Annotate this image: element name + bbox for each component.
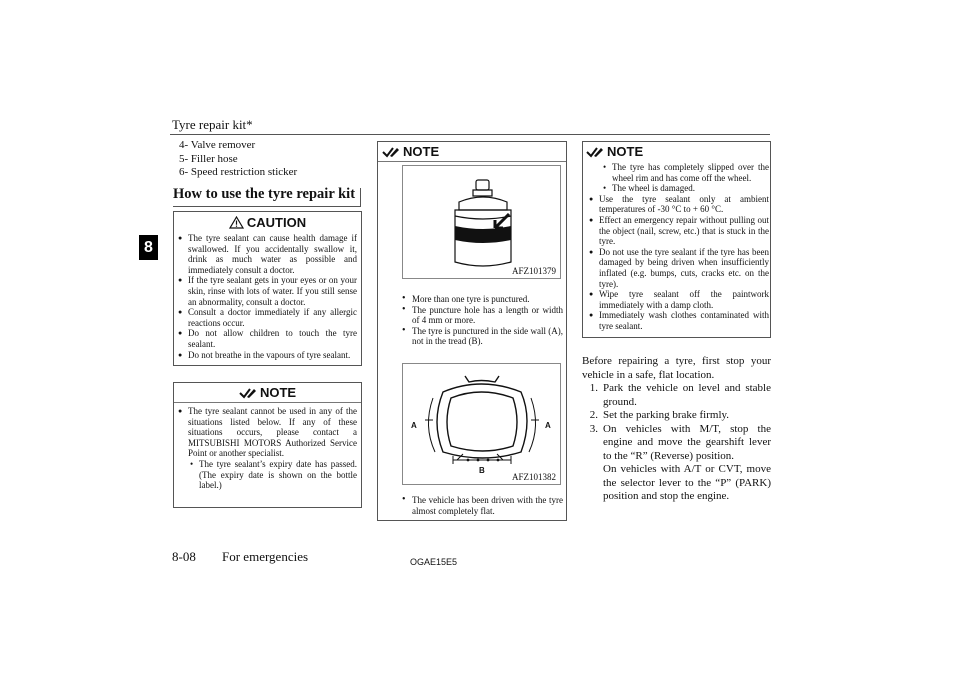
warning-triangle-icon — [229, 216, 244, 229]
procedure — [582, 355, 771, 504]
header-rule — [170, 134, 770, 135]
note-box-1 — [173, 382, 362, 508]
chapter-tab: 8 — [139, 235, 158, 260]
list-item: ● Wipe tyre sealant off the paintwork immediately with a damp cloth. — [589, 289, 769, 310]
list-item: • The tyre sealant’s expiry date has passed. (The expiry date is shown on the bottle label.) — [190, 458, 357, 491]
note-title: NOTE — [259, 385, 297, 400]
list-item: • The tyre has completely slipped over the wheel rim and has come off the wheel. — [603, 162, 769, 183]
note-icon — [239, 387, 257, 399]
list-item: ● Do not use the tyre sealant if the tyre has been damaged by being driven when insufficiently inflated (e.g. bumps, cuts, cracks etc. on the tyre). — [589, 246, 769, 289]
list-item: ● Consult a doctor immediately if any allergic reactions occur. — [178, 307, 357, 328]
list-item: ● The tyre sealant can cause health damage if swallowed. If you accidentally swallow it, drink as much water as possible and immediately consult a doctor. — [178, 233, 357, 275]
list-item: ● Effect an emergency repair without pulling out the object (nail, screw, etc.) that is stuck in the tyre. — [589, 214, 769, 247]
note-1-content — [174, 403, 361, 494]
list-item: • More than one tyre is punctured. — [402, 293, 530, 304]
note-2-bullets-a — [402, 294, 563, 347]
procedure-intro: Before repairing a tyre, first stop your vehicle in a safe, flat location. — [582, 355, 771, 381]
list-item: ● Do not breathe in the vapours of tyre sealant. — [178, 349, 351, 360]
figure-code: AFZ101379 — [511, 266, 556, 276]
list-item: 6- Speed restriction sticker — [179, 166, 298, 178]
caution-title-row — [178, 215, 357, 230]
figure-label-b: B — [479, 466, 485, 475]
list-item: • The puncture hole has a length or width of 4 mm or more. — [402, 303, 563, 326]
list-item: • The vehicle has been driven with the tyre almost completely flat. — [402, 494, 563, 516]
figure-label-a: A — [411, 421, 417, 430]
list-item: ● The tyre sealant cannot be used in any of the situations listed below. If any of these situations occurs, please contact a MITSUBISHI MOTORS Authorized Service Point or another specialist. — [178, 406, 357, 459]
note-title-row — [378, 142, 566, 162]
note-box-3 — [582, 141, 771, 338]
parts-list — [179, 139, 297, 180]
page-number: 8-08 — [172, 549, 196, 564]
document-code: OGAE15E5 — [410, 557, 458, 567]
list-item: ● If the tyre sealant gets in your eyes or on your skin, rinse with lots of water. If you still sense an abnormality, consult a doctor. — [178, 275, 357, 307]
list-item: ● Use the tyre sealant only at ambient temperatures of -30 °C to + 60 °C. — [589, 193, 769, 215]
note-title: NOTE — [403, 144, 440, 159]
procedure-step: 3. On vehicles with M/T, stop the engine and move the gearshift lever to the “R” (Reverse) position. On vehicles with A/T or CVT, move the selector lever to the “P” (PARK) position and stop the engine. — [589, 422, 771, 502]
caution-box — [173, 211, 362, 366]
caution-list — [178, 233, 357, 360]
page-header-title: Tyre repair kit* — [172, 117, 253, 132]
note-icon — [586, 146, 604, 158]
figure-label-a: A — [545, 421, 551, 430]
list-item: ● Do not allow children to touch the tyre sealant. — [178, 328, 357, 349]
list-item: • The wheel is damaged. — [603, 183, 695, 194]
footer-section-title: For emergencies — [222, 549, 309, 564]
figure-code: AFZ101382 — [511, 472, 556, 482]
list-item: ● Immediately wash clothes contaminated with tyre sealant. — [589, 310, 769, 331]
heading-rule-vertical — [360, 188, 361, 206]
tyre-section-figure — [402, 363, 561, 485]
sealant-bottle-figure — [402, 165, 561, 279]
note-title-row — [174, 383, 361, 403]
note-title-row — [586, 144, 643, 159]
note-3-content — [589, 162, 769, 332]
note-title: NOTE — [607, 144, 644, 159]
caution-title: CAUTION — [246, 215, 307, 230]
note-icon — [382, 146, 400, 158]
list-item: 4- Valve remover — [179, 139, 256, 151]
section-heading: How to use the tyre repair kit — [173, 186, 356, 202]
list-item: • The tyre is punctured in the side wall (A), not in the tread (B). — [402, 324, 563, 347]
procedure-step: 2. Set the parking brake firmly. — [589, 409, 730, 421]
heading-rule — [173, 206, 361, 207]
tyre-cross-section-illustration — [403, 364, 560, 484]
note-box-2 — [377, 141, 567, 521]
sealant-bottle-illustration — [403, 166, 560, 278]
note-2-bullets-b — [402, 495, 563, 516]
list-item: 5- Filler hose — [179, 152, 238, 165]
procedure-step: 1. Park the vehicle on level and stable ground. — [589, 382, 771, 408]
